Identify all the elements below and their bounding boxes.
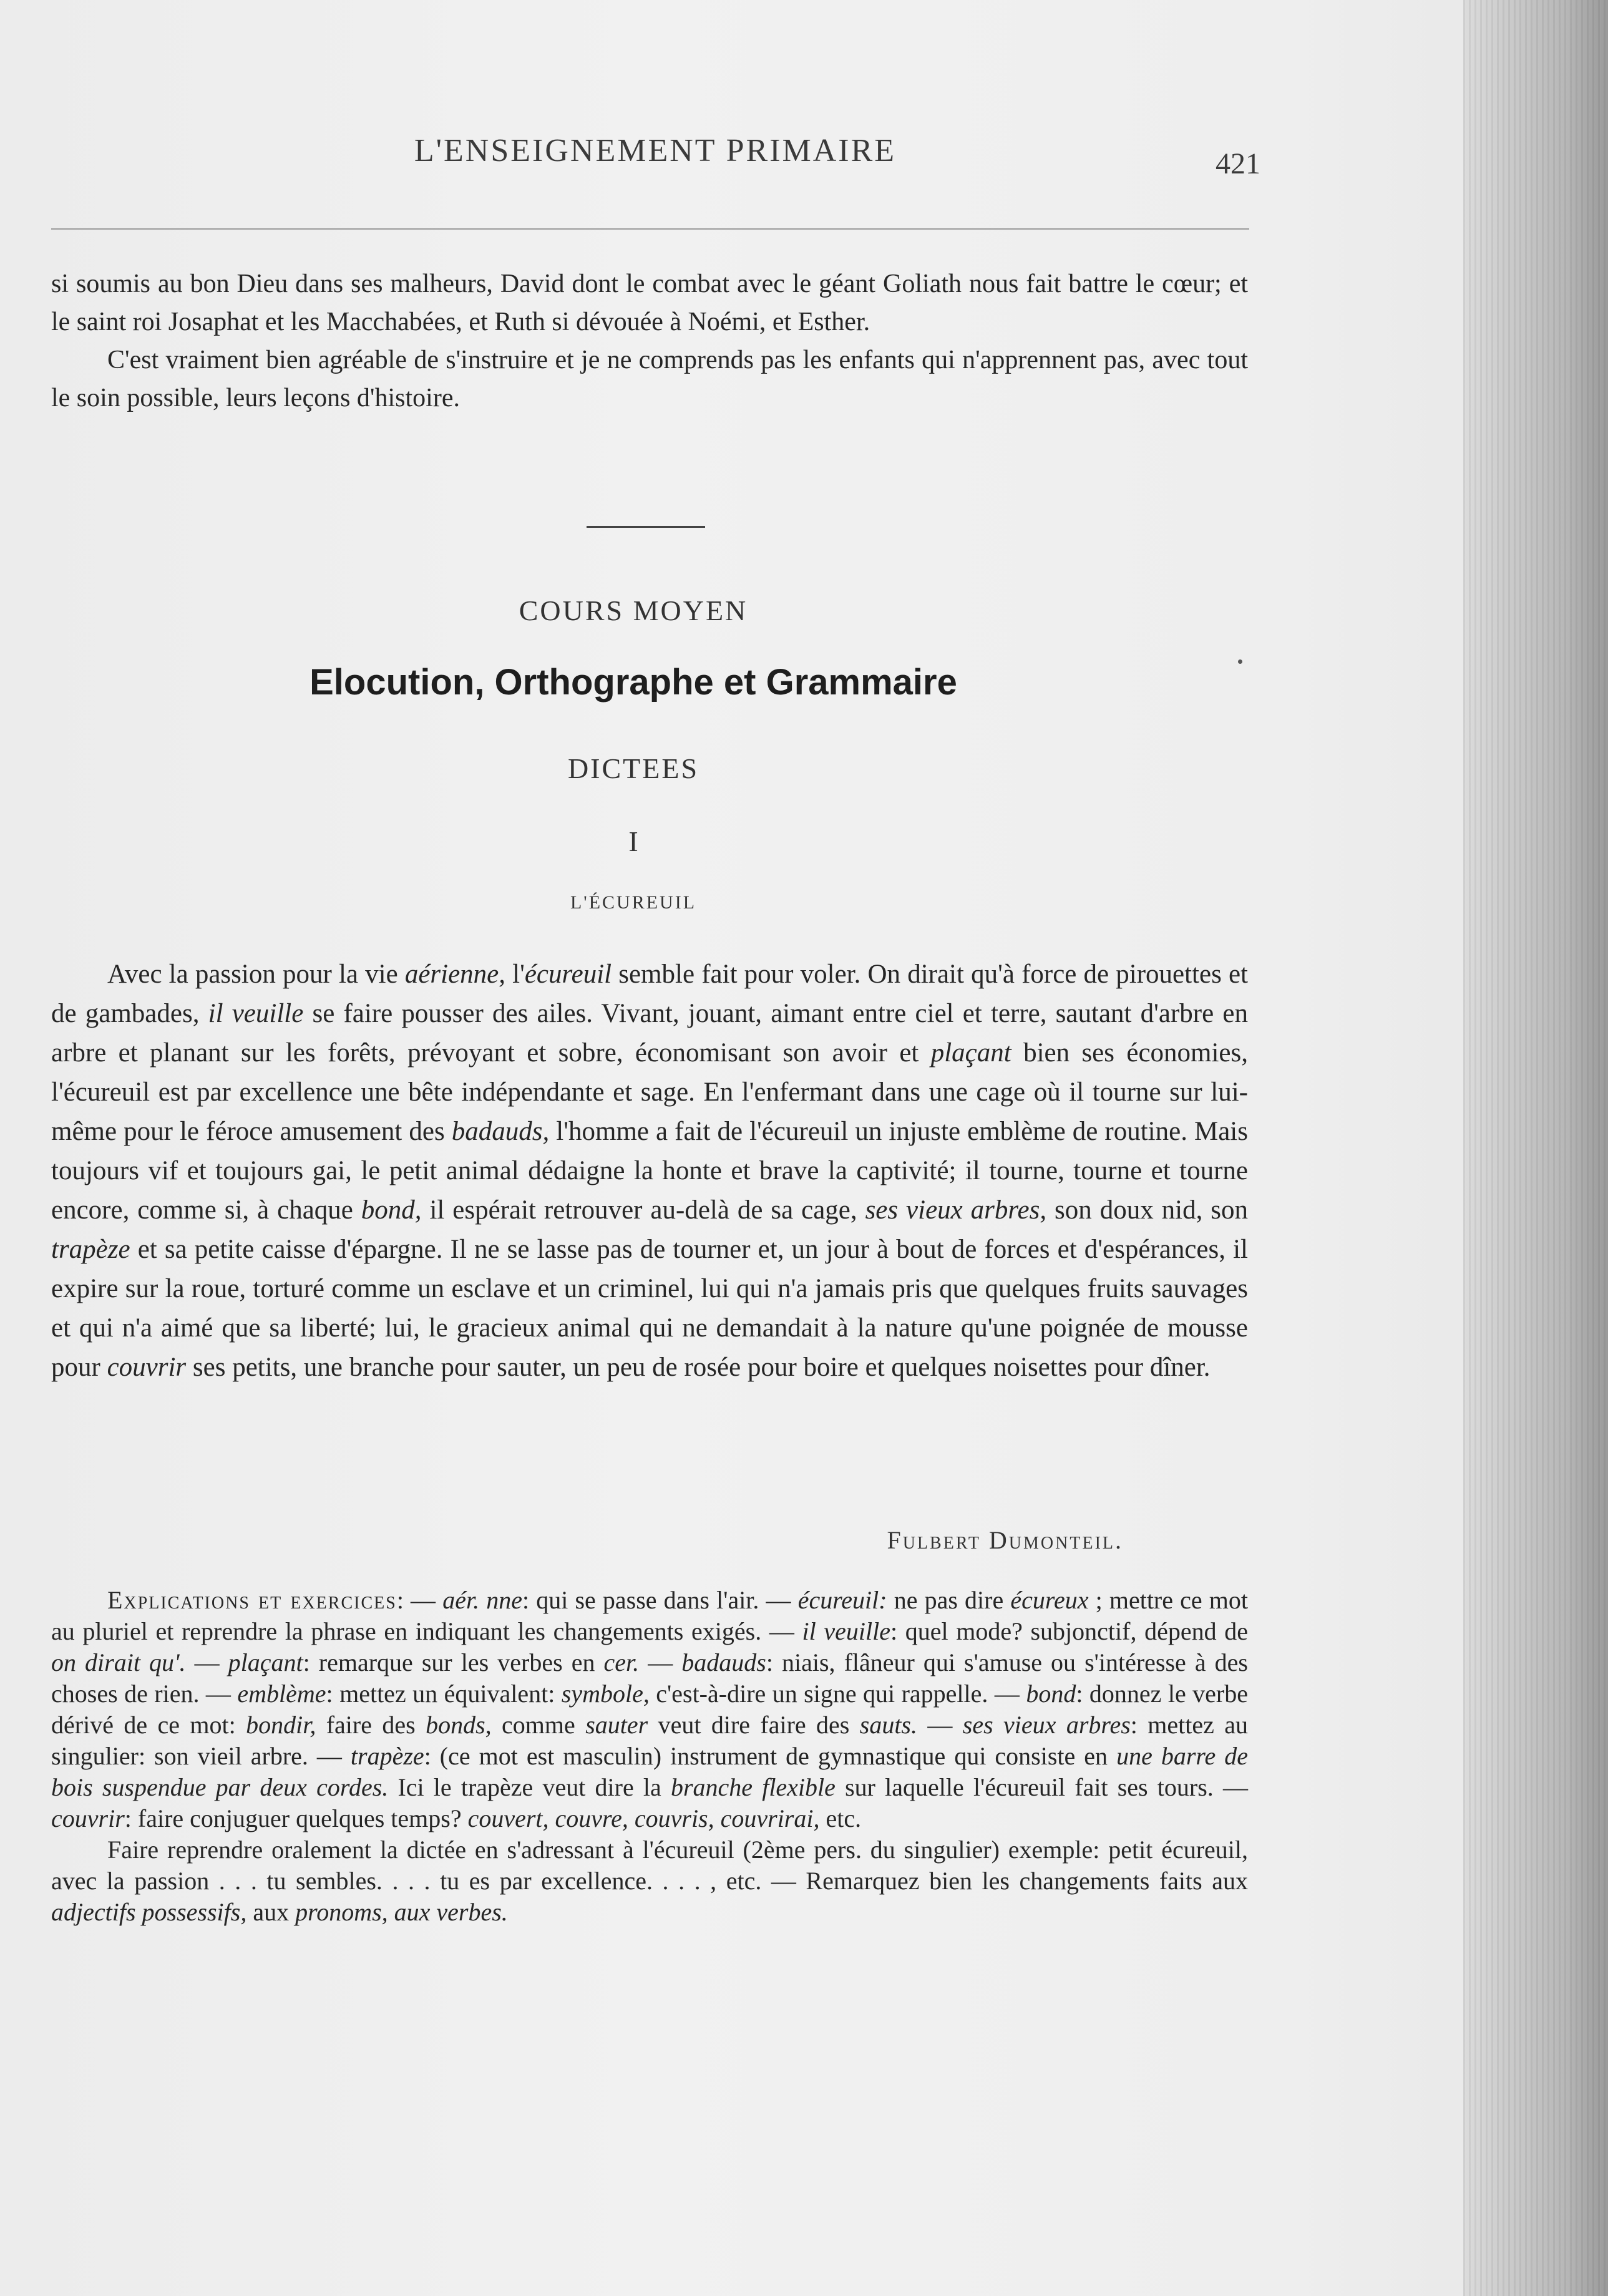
dictation-text	[51, 955, 1248, 1387]
page-number: 421	[1216, 147, 1260, 180]
intro-paragraph-1: si soumis au bon Dieu dans ses malheurs, David dont le combat avec le géant Goliath nous fait battre le cœur; et le saint roi Josaphat et les Macchabées, et Ruth si dévouée à Noémi, et Esther.	[51, 270, 1248, 336]
running-title: L'ENSEIGNEMENT PRIMAIRE	[414, 133, 897, 168]
explications-text	[51, 1585, 1248, 1928]
dictation-number: I	[628, 825, 638, 857]
section-title: Elocution, Orthographe et Grammaire	[309, 662, 957, 703]
intro-paragraph-2: C'est vraiment bien agréable de s'instruire et je ne comprends pas les enfants qui n'apprennent pas, avec tout le soin possible, leurs leçons d'histoire.	[51, 346, 1248, 412]
section-heading: COURS MOYEN	[519, 595, 748, 626]
intro-text	[51, 265, 1248, 417]
book-gutter-edge	[1463, 0, 1608, 2296]
subheading: DICTEES	[567, 752, 699, 784]
dictation-paragraph: Avec la passion pour la vie aérienne, l'écureuil semble fait pour voler. On dirait qu'à force de pirouettes et de gambades, il veuille se faire pousser des ailes. Vivant, jouant, aimant entre ciel et terre, sautant d'arbre en arbre et planant sur les forêts, prévoyant et sobre, économisant son avoir et plaçant bien ses économies, l'écureuil est par excellence une bête indépendante et sage. En l'enfermant dans une cage où il tourne sur lui-même pour le féroce amusement des badauds, l'homme a fait de l'écureuil un injuste emblème de routine. Mais toujours vif et toujours gai, le petit animal dédaigne la honte et brave la captivité; il tourne, tourne et tourne encore, comme si, à chaque bond, il espérait retrouver au-delà de sa cage, ses vieux arbres, son doux nid, son trapèze et sa petite caisse d'épargne. Il ne se lasse pas de tourner et, un jour à bout de forces et d'espérances, il expire sur la roue, torturé comme un esclave et un criminel, lui qui n'a jamais pris que quelques fruits sauvages et qui n'a aimé que sa liberté; lui, le gracieux animal qui ne demandait à la nature qu'une poignée de mousse pour couvrir ses petits, une branche pour sauter, un peu de rosée pour boire et quelques noisettes pour dîner.	[51, 960, 1248, 1382]
dictation-author: Fulbert Dumonteil.	[887, 1526, 1123, 1554]
explications-paragraph-2: Faire reprendre oralement la dictée en s'adressant à l'écureuil (2ème pers. du singulier) exemple: petit écureuil, avec la passion . . . tu sembles. . . . tu es par excellence. . . . , etc. — Remarquez bien les changements faits aux adjectifs possessifs, aux pronoms, aux verbes.	[51, 1836, 1248, 1926]
explications-paragraph-1: Explications et exercices: — aér. nne: qui se passe dans l'air. — écureuil: ne pas dire écureux ; mettre ce mot au pluriel et reprendre la phrase en indiquant les changements exigés. — il veuille: quel mode? subjonctif, dépend de on dirait qu'. — plaçant: remarque sur les verbes en cer. — badauds: niais, flâneur qui s'amuse ou s'intéresse à des choses de rien. — emblème: mettez un équivalent: symbole, c'est-à-dire un signe qui rappelle. — bond: donnez le verbe dérivé de ce mot: bondir, faire des bonds, comme sauter veut dire faire des sauts. — ses vieux arbres: mettez au singulier: son vieil arbre. — trapèze: (ce mot est masculin) instrument de gymnastique qui consiste en une barre de bois suspendue par deux cordes. Ici le trapèze veut dire la branche flexible sur laquelle l'écureuil fait ses tours. — couvrir: faire conjuguer quelques temps? couvert, couvre, couvris, couvrirai, etc.	[51, 1586, 1249, 1832]
section-separator	[587, 526, 705, 528]
explications-label: Explications et exercices	[107, 1586, 397, 1614]
dictation-title: L'ÉCUREUIL	[570, 892, 697, 913]
header-rule	[51, 228, 1249, 230]
